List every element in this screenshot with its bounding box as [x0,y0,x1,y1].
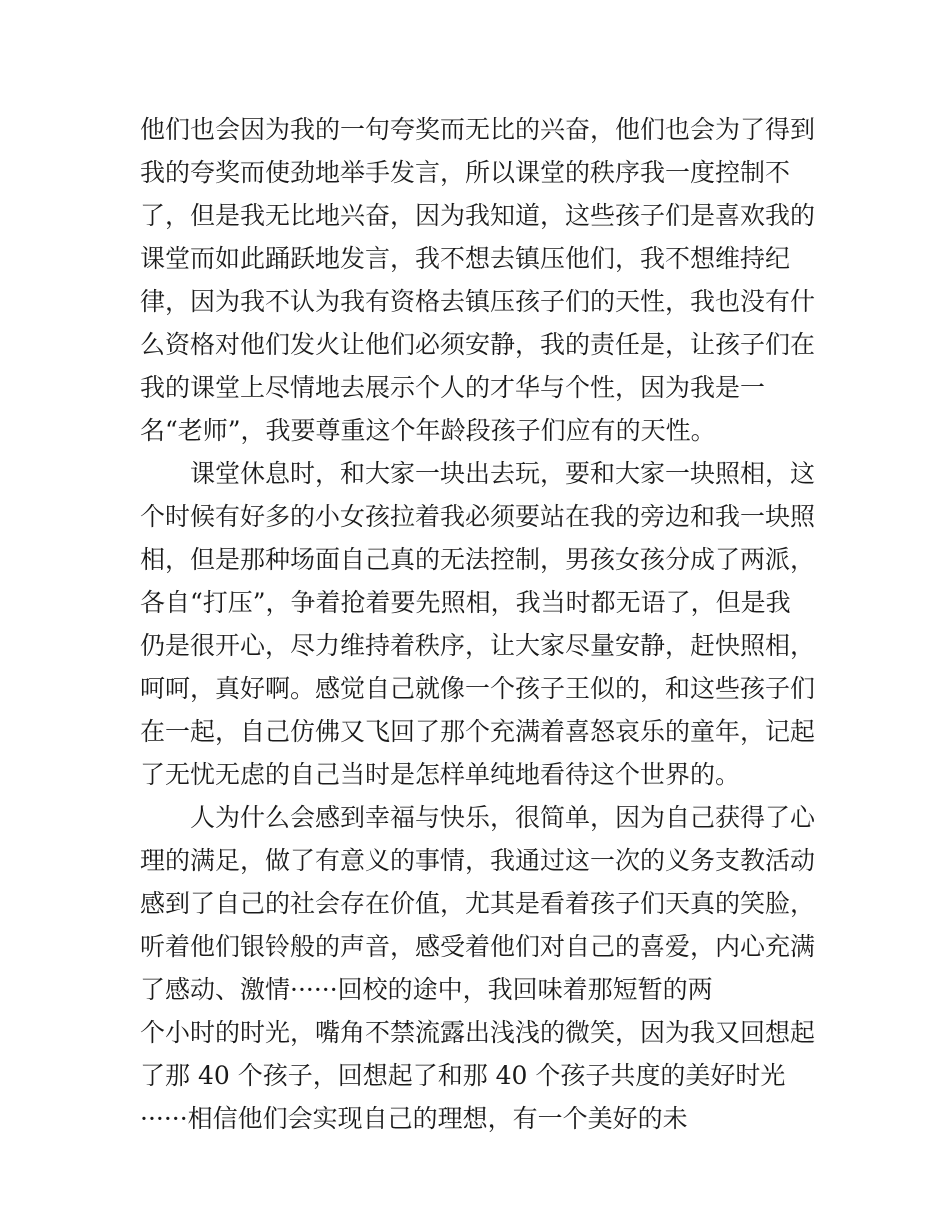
text-line: 名“老师”，我要尊重这个年龄段孩子们应有的天性。 [140,416,716,445]
text-line: 课堂而如此踊跃地发言，我不想去镇压他们，我不想维持纪 [140,244,791,273]
paragraph-start-line: 人为什么会感到幸福与快乐，很简单，因为自己获得了心 [190,803,816,832]
text-line: 我的课堂上尽情地去展示个人的才华与个性，因为我是一 [140,373,766,402]
text-line: 呵呵，真好啊。感觉自己就像一个孩子王似的，和这些孩子们 [140,674,816,703]
body-text [140,108,820,1140]
text-line: 我的夸奖而使劲地举手发言，所以课堂的秩序我一度控制不 [140,158,791,187]
paragraph-start-line: 课堂休息时，和大家一块出去玩，要和大家一块照相，这 [190,459,816,488]
text-line: 么资格对他们发火让他们必须安静，我的责任是，让孩子们在 [140,330,816,359]
text-line: 了感动、激情······回校的途中，我回味着那短暂的两 [140,975,713,1004]
text-line: 他们也会因为我的一句夸奖而无比的兴奋，他们也会为了得到 [140,115,816,144]
text-line: 个小时的时光，嘴角不禁流露出浅浅的微笑，因为我又回想起 [140,1018,816,1047]
text-line: 仍是很开心，尽力维持着秩序，让大家尽量安静，赶快照相， [140,631,816,660]
text-line: 感到了自己的社会存在价值，尤其是看着孩子们天真的笑脸， [140,889,816,918]
text-line: 了那 40 个孩子，回想起了和那 40 个孩子共度的美好时光 [140,1061,786,1090]
text-line: 律，因为我不认为我有资格去镇压孩子们的天性，我也没有什 [140,287,816,316]
text-line: 理的满足，做了有意义的事情，我通过这一次的义务支教活动 [140,846,816,875]
text-line: 了无忧无虑的自己当时是怎样单纯地看待这个世界的。 [140,760,741,789]
text-line: ······相信他们会实现自己的理想，有一个美好的未 [140,1104,688,1133]
text-line: 在一起，自己仿佛又飞回了那个充满着喜怒哀乐的童年，记起 [140,717,816,746]
text-line: 了，但是我无比地兴奋，因为我知道，这些孩子们是喜欢我的 [140,201,816,230]
text-line: 各自“打压”，争着抢着要先照相，我当时都无语了，但是我 [140,588,791,617]
text-line: 相，但是那种场面自己真的无法控制，男孩女孩分成了两派， [140,545,816,574]
text-line: 个时候有好多的小女孩拉着我必须要站在我的旁边和我一块照 [140,502,816,531]
text-line: 听着他们银铃般的声音，感受着他们对自己的喜爱，内心充满 [140,932,816,961]
